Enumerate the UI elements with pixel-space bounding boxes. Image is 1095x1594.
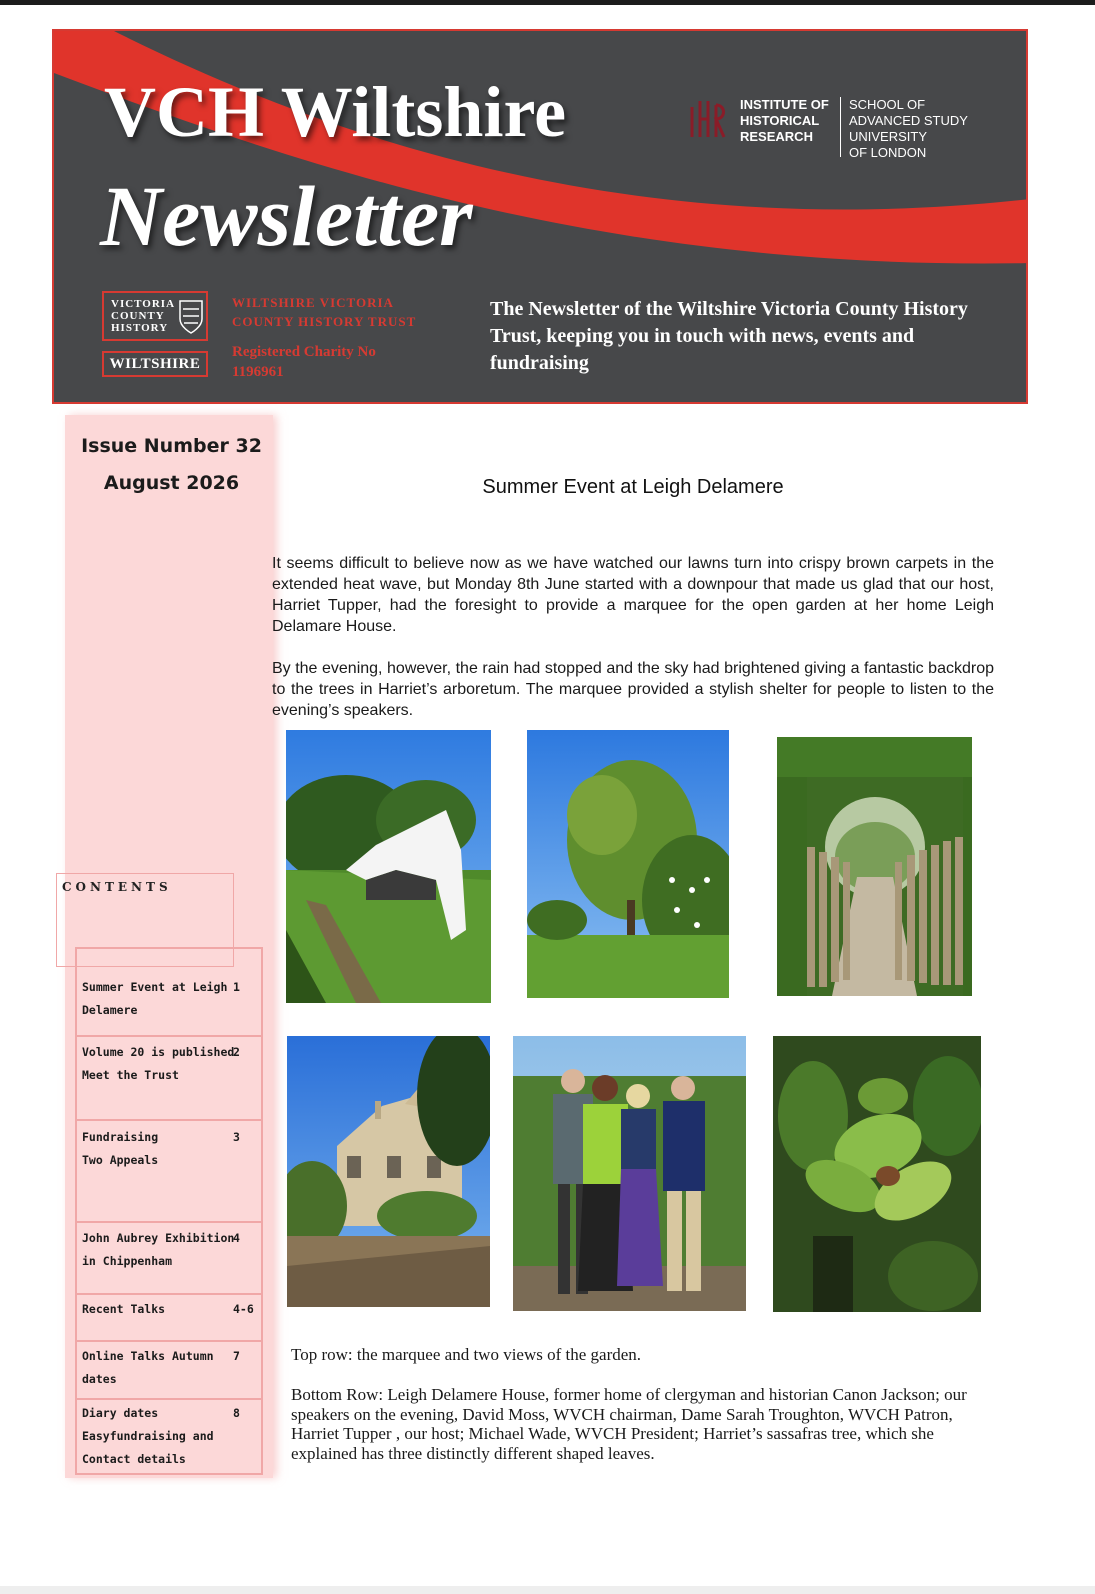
toc-item[interactable] [77, 1295, 261, 1342]
photo-sassafras-tree [773, 1036, 981, 1312]
photo-marquee [286, 730, 491, 1003]
photo-garden-gate [777, 737, 972, 996]
toc-item[interactable] [77, 949, 261, 1037]
toc-item[interactable] [77, 1223, 261, 1295]
toc-item-title: John Aubrey Exhibition in Chippenham [82, 1231, 235, 1268]
masthead-banner [52, 29, 1028, 404]
toc-item-title: Summer Event at Leigh Delamere [82, 980, 228, 1017]
table-of-contents [75, 947, 263, 1475]
ihr-logo-icon [686, 93, 728, 147]
toc-item-page: 3 [233, 1130, 240, 1144]
bottom-border [0, 1586, 1095, 1594]
toc-item[interactable] [77, 1342, 261, 1400]
charity-number: Registered Charity No 1196961 [232, 344, 376, 380]
photo-speakers [513, 1036, 746, 1311]
vch-logo-text: VICTORIA COUNTY HISTORY [111, 298, 176, 334]
toc-item-title: Diary dates Easyfundraising and Contact details [82, 1406, 214, 1466]
photo-leigh-delamere-house [287, 1036, 490, 1307]
toc-item-title: Fundraising Two Appeals [82, 1130, 159, 1167]
top-border [0, 0, 1095, 5]
vch-logo [102, 291, 208, 341]
toc-item-page: 4 [233, 1231, 240, 1245]
masthead-subtitle: Newsletter [100, 168, 473, 264]
caption-top-row: Top row: the marquee and two views of the garden. [291, 1345, 642, 1364]
contents-heading: CONTENTS [62, 880, 172, 894]
toc-item-title: Volume 20 is published Meet the Trust [82, 1045, 235, 1082]
logo-divider [840, 97, 841, 157]
toc-item[interactable] [77, 1037, 261, 1121]
ihr-name: INSTITUTE OF HISTORICAL RESEARCH [740, 97, 829, 144]
masthead-tagline: The Newsletter of the Wiltshire Victoria County History Trust, keeping you in touch with news, events and fundraising [490, 298, 968, 374]
issue-number: Issue Number 32 [81, 435, 262, 457]
toc-item-page: 8 [233, 1406, 240, 1420]
masthead-title: VCH Wiltshire [104, 72, 567, 152]
toc-item-title: Recent Talks [82, 1302, 166, 1316]
toc-item-title: Online Talks Autumn dates [82, 1349, 214, 1386]
toc-item[interactable] [77, 1400, 261, 1473]
toc-item-page: 2 [233, 1045, 240, 1059]
article-paragraph: It seems difficult to believe now as we have watched our lawns turn into crispy brown carpets in the extended heat wave, but Monday 8th June started with a downpour that made us glad that our host, Harriet Tupper, had the foresight to provide a marquee for the open garden at her home Leigh Delamare House. [272, 555, 994, 635]
toc-item-page: 7 [233, 1349, 240, 1363]
toc-item-page: 4-6 [233, 1302, 254, 1316]
wiltshire-label: WILTSHIRE [102, 351, 208, 377]
toc-item[interactable] [77, 1121, 261, 1223]
article-headline: Summer Event at Leigh Delamere [482, 476, 784, 498]
trust-name: WILTSHIRE VICTORIA COUNTY HISTORY TRUST [232, 295, 417, 329]
issue-date: August 2026 [103, 472, 240, 494]
issue-info [65, 428, 278, 502]
shield-icon [178, 299, 204, 335]
photo-garden-tree [527, 730, 729, 998]
toc-item-page: 1 [233, 980, 240, 994]
article-paragraph: By the evening, however, the rain had stopped and the sky had brightened giving a fantastic backdrop to the trees in Harriet’s arboretum. The marquee provided a stylish shelter for people to listen to the evening’s speakers. [272, 660, 994, 719]
caption-bottom-row: Bottom Row: Leigh Delamere House, former home of clergyman and historian Canon Jackson; our speakers on the evening, David Moss, WVCH chairman, Dame Sarah Troughton, WVCH Patron, Harriet Tupper , our host; Michael Wade, WVCH President; Harriet’s sassafras tree, which she explained has three distinctly different shaped leaves. [291, 1385, 967, 1463]
sas-name: SCHOOL OF ADVANCED STUDY UNIVERSITY OF LONDON [849, 97, 968, 160]
